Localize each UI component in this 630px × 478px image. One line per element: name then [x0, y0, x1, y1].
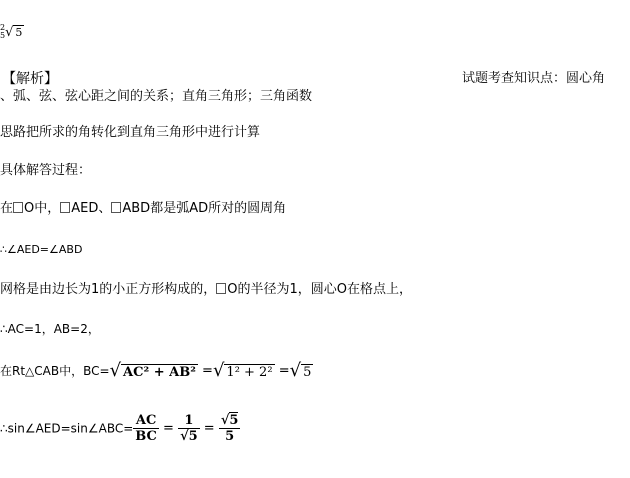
- radical-ac-ab: √ AC² + AB²: [109, 360, 196, 381]
- missing-glyph-icon: [60, 202, 70, 213]
- radical-five: √ 5: [289, 360, 312, 381]
- answer-fraction: 2 5: [0, 23, 6, 40]
- sin-line: ∴sin∠AED=sin∠ABC= $\frac{AC}{BC}$ = $\frac{1}{√5}$ = $\frac{√5}{5}$: [0, 413, 239, 444]
- grid-line: 网格是由边长为1的小正方形构成的， O的半径为1，圆心O在格点上，: [0, 282, 413, 297]
- idea-text: 思路把所求的角转化到直角三角形中进行计算: [0, 125, 261, 140]
- sides-line: ∴AC=1，AB=2，: [0, 322, 100, 336]
- missing-glyph-icon: [111, 202, 121, 213]
- knowledge-continuation: 、弧、弦、弦心距之间的关系；直角三角形；三角函数: [0, 89, 313, 104]
- fraction-root5-5: $\frac{√5}{5}$: [220, 413, 239, 444]
- fraction-one-root5: $\frac{1}{√5}$: [180, 413, 198, 444]
- answer-radical: √ 5: [5, 24, 23, 40]
- analysis-tag: 【解析】: [2, 71, 58, 87]
- knowledge-label: 试题考查知识点：圆心角: [462, 71, 606, 86]
- missing-glyph-icon: [13, 202, 23, 213]
- bc-line: 在Rt△CAB中，BC=√ AC² + AB² =√ 1² + 2² =√ 5: [0, 360, 312, 381]
- process-title: 具体解答过程：: [0, 163, 92, 178]
- angle-equal-line: ∴∠AED=∠ABD: [0, 243, 83, 256]
- missing-glyph-icon: [216, 283, 226, 294]
- answer: [0, 24, 24, 40]
- fraction-ac-bc: $\frac{AC}{BC}$: [135, 413, 157, 444]
- radical-numbers: √ 1² + 2²: [212, 360, 273, 381]
- line-circle-angles: 在 O中， AED、 ABD都是弧AD所对的圆周角: [0, 201, 287, 216]
